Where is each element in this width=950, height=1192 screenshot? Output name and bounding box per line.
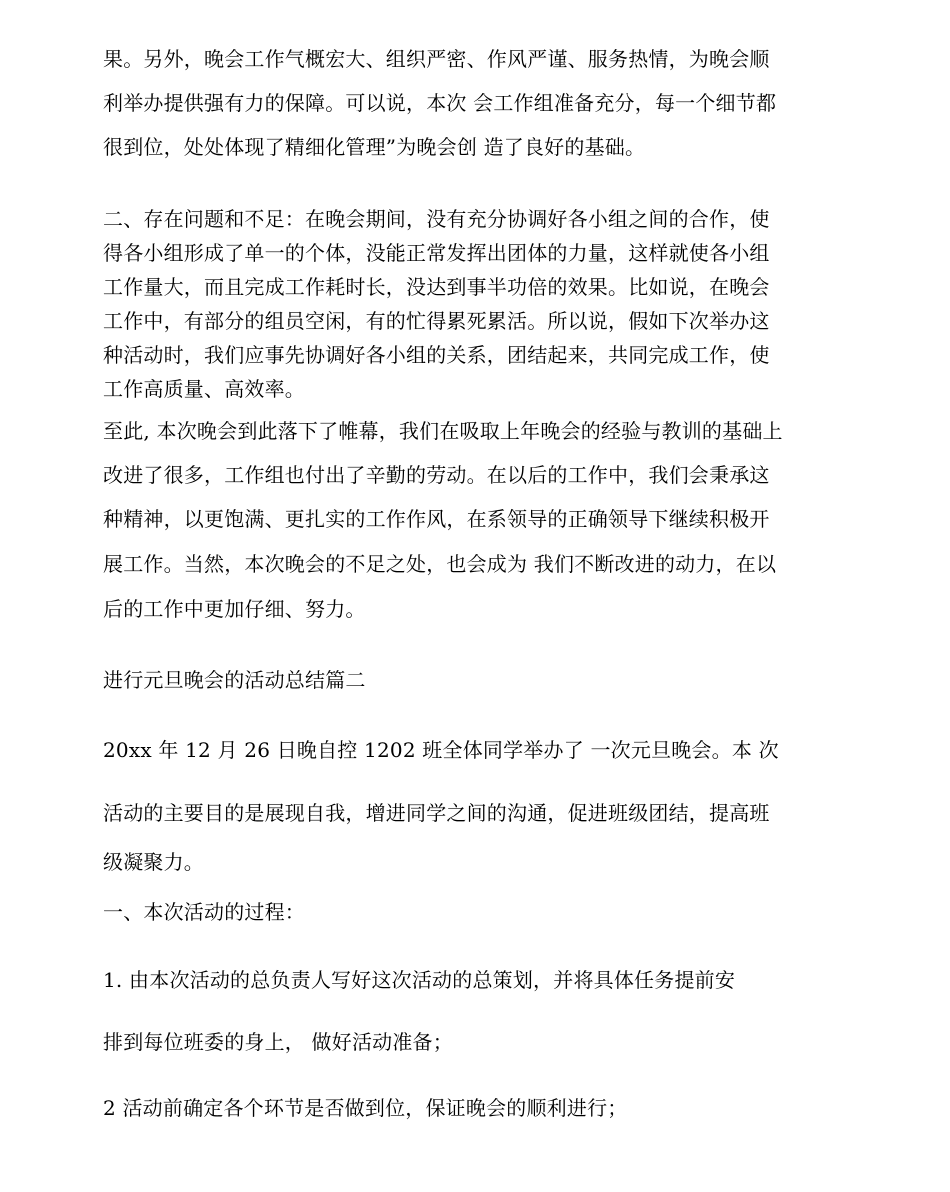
paragraph-line: 工作中，有部分的组员空闲，有的忙得累死累活。所以说，假如下次举办这 [103, 309, 770, 333]
paragraph-line: 二、存在问题和不足：在晚会期间，没有充分协调好各小组之间的合作，使 [103, 207, 770, 231]
paragraph-line: 种活动时，我们应事先协调好各小组的关系，团结起来，共同完成工作，使 [103, 343, 770, 367]
paragraph-line: 工作量大，而且完成工作耗时长，没达到事半功倍的效果。比如说，在晚会 [103, 275, 770, 299]
list-item-line: 排到每位班委的身上， 做好活动准备； [103, 1030, 453, 1054]
paragraph-line: 工作高质量、高效率。 [103, 377, 305, 401]
paragraph-line: 种精神，以更饱满、更扎实的工作作风，在系领导的正确领导下继续积极开 [103, 507, 770, 531]
paragraph-line: 级凝聚力。 [103, 850, 204, 874]
paragraph-line: 果。另外，晚会工作气概宏大、组织严密、作风严谨、服务热情，为晚会顺 [103, 47, 770, 71]
paragraph-line: 后的工作中更加仔细、努力。 [103, 597, 366, 621]
paragraph-line: 改进了很多，工作组也付出了辛勤的劳动。在以后的工作中，我们会秉承这 [103, 463, 770, 487]
paragraph-line: 至此, 本次晚会到此落下了帷幕，我们在吸取上年晚会的经验与教训的基础上 [103, 419, 783, 443]
paragraph-line: 很到位，处处体现了精细化管理”为晚会创 造了良好的基础。 [103, 135, 646, 159]
list-item-line: 2 活动前确定各个环节是否做到位，保证晚会的顺利进行； [103, 1096, 628, 1120]
section-heading: 进行元旦晚会的活动总结篇二 [103, 668, 366, 692]
paragraph-line: 20xx 年 12 月 26 日晚自控 1202 班全体同学举办了 一次元旦晚会。本 次 [103, 738, 779, 762]
paragraph-line: 活动的主要目的是展现自我，增进同学之间的沟通，促进班级团结，提高班 [103, 801, 770, 825]
subsection-title: 一、本次活动的过程： [103, 900, 305, 924]
paragraph-line: 利举办提供强有力的保障。可以说，本次 会工作组准备充分，每一个细节都 [103, 91, 777, 115]
list-item-line: 1. 由本次活动的总负责人写好这次活动的总策划，并将具体任务提前安 [103, 968, 736, 992]
paragraph-line: 展工作。当然，本次晚会的不足之处，也会成为 我们不断改进的动力，在以 [103, 552, 777, 576]
paragraph-line: 得各小组形成了单一的个体，没能正常发挥出团体的力量，这样就使各小组 [103, 241, 770, 265]
